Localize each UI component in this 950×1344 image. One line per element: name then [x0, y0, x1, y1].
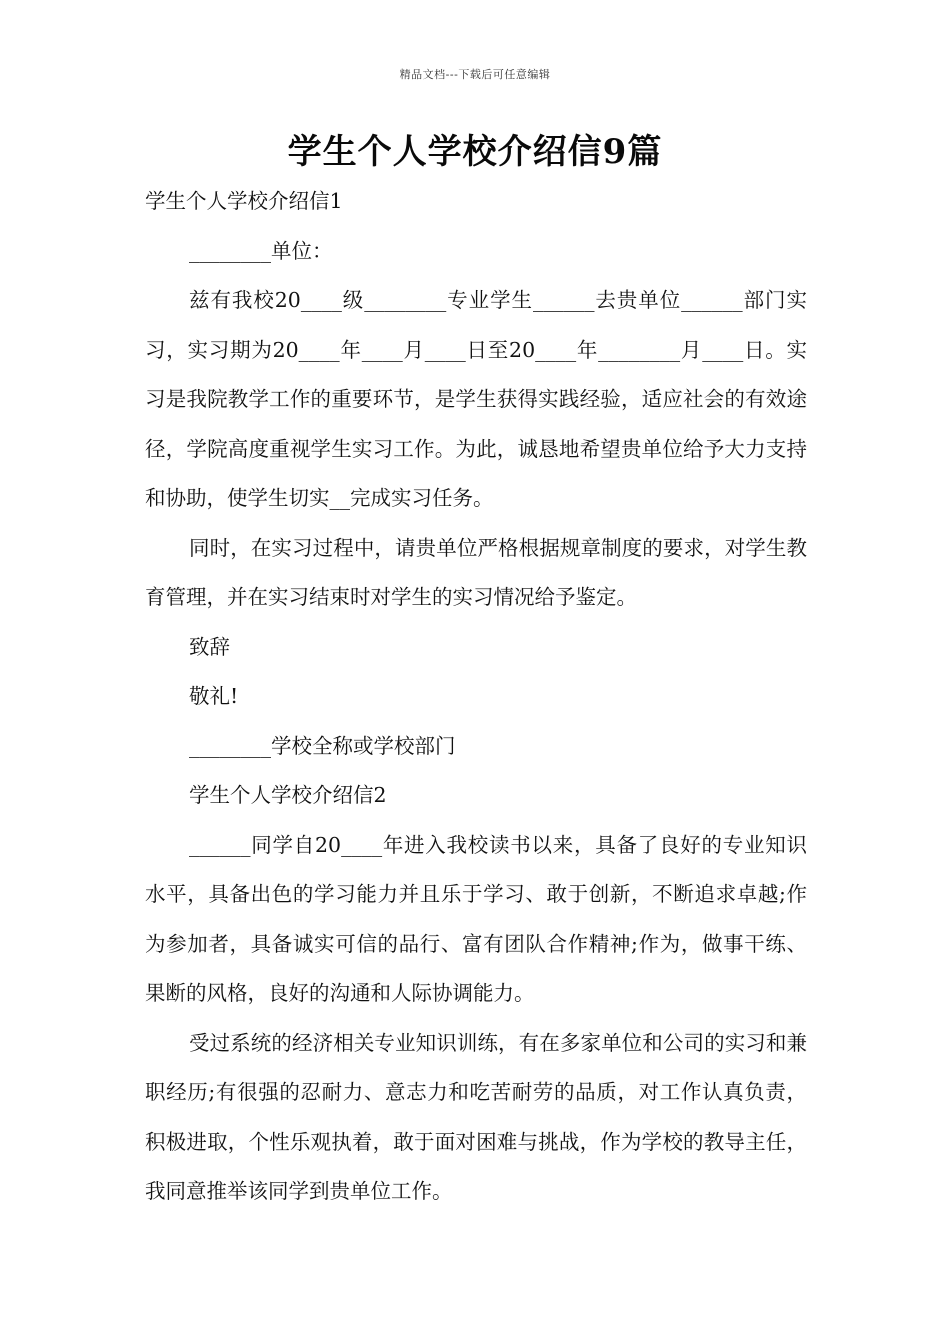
body-paragraph: ______同学自20____年进入我校读书以来，具备了良好的专业知识水平，具备出色的学习能力并且乐于学习、敢于创新，不断追求卓越;作为参加者，具备诚实可信的品行、富有团队合作精神;作为，做事干练、果断的风格，良好的沟通和人际协调能力。 [145, 832, 807, 1005]
salutation-line: ________单位： [189, 238, 333, 263]
body-paragraph: 同时，在实习过程中，请贵单位严格根据规章制度的要求，对学生教育管理，并在实习结束时对学生的实习情况给予鉴定。 [145, 535, 807, 609]
closing-line: 致辞 [189, 634, 230, 659]
body-paragraph: 受过系统的经济相关专业知识训练，有在多家单位和公司的实习和兼职经历;有很强的忍耐力、意志力和吃苦耐劳的品质，对工作认真负责，积极进取，个性乐观执着，敢于面对困难与挑战，作为学校的教导主任，我同意推举该同学到贵单位工作。 [145, 1030, 807, 1203]
header-note: 精品文档---下载后可任意编辑 [399, 68, 551, 81]
document-title: 学生个人学校介绍信9篇 [287, 132, 663, 172]
closing-line: 敬礼! [189, 684, 239, 708]
section-heading-1: 学生个人学校介绍信1 [145, 189, 343, 213]
signature-line: ________学校全称或学校部门 [189, 733, 456, 758]
document-body [145, 177, 807, 1217]
section-heading-2: 学生个人学校介绍信2 [189, 783, 387, 807]
body-paragraph: 兹有我校20____级________专业学生______去贵单位______部门实习，实习期为20____年____月____日至20____年________月____日。实习是我院教学工作的重要环节，是学生获得实践经验，适应社会的有效途径，学院高度重视学生实习工作。为此，诚恳地希望贵单位给予大力支持和协助，使学生切实__完成实习任务。 [145, 288, 807, 510]
